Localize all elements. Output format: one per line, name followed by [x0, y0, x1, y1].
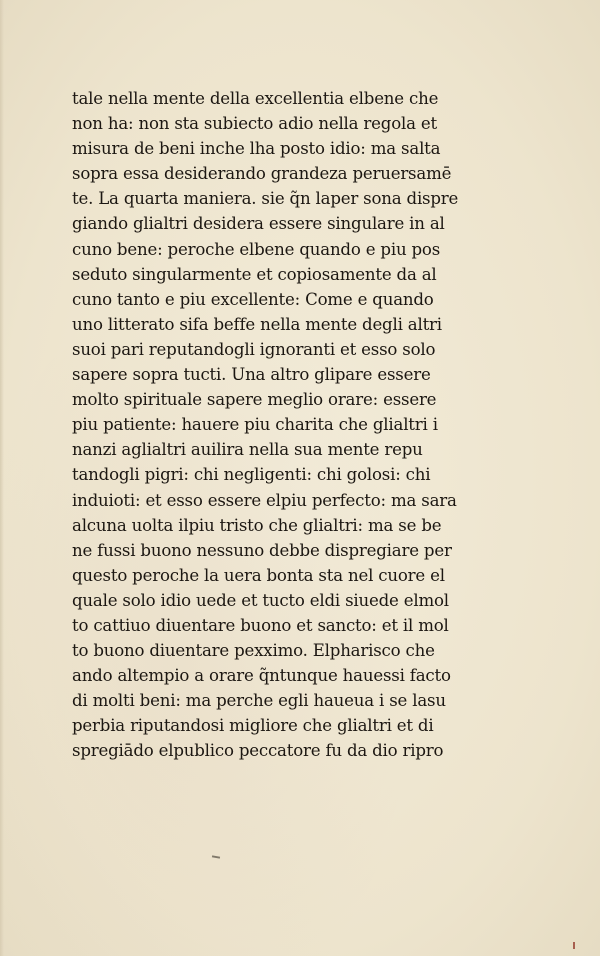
text-line: ando altempio a orare q̃ntunque hauessi facto — [72, 666, 451, 686]
ink-mark — [212, 855, 220, 858]
text-line: sopra essa desiderando grandeza peruersamē — [72, 164, 452, 184]
text-line: piu patiente: hauere piu charita che glialtri i — [72, 415, 438, 435]
text-line: spregiādo elpublico peccatore fu da dio ripro — [72, 741, 444, 761]
text-line: non ha: non sta subiecto adio nella regola et — [72, 114, 437, 134]
text-line: molto spirituale sapere meglio orare: essere — [72, 390, 437, 410]
text-line: te. La quarta maniera. sie q̃n laper sona dispre — [72, 189, 459, 209]
page-gutter-edge — [0, 0, 4, 956]
text-line: tandogli pigri: chi negligenti: chi golosi: chi — [72, 465, 431, 485]
text-line: to cattiuo diuentare buono et sancto: et il mol — [72, 615, 449, 635]
text-line: nanzi aglialtri auilira nella sua mente repu — [72, 440, 423, 460]
text-line: misura de beni inche lha posto idio: ma salta — [72, 139, 441, 159]
text-line: sapere sopra tucti. Una altro glipare essere — [72, 365, 431, 385]
text-line: alcuna uolta ilpiu tristo che glialtri: ma se be — [72, 515, 442, 535]
text-line: induioti: et esso essere elpiu perfecto: ma sara — [72, 490, 457, 510]
text-line: seduto singularmente et copiosamente da al — [72, 264, 437, 284]
text-line: cuno tanto e piu excellente: Come e quando — [72, 289, 434, 309]
text-line: tale nella mente della excellentia elbene che — [72, 89, 439, 108]
text-column — [72, 86, 492, 764]
text-line: perbia riputandosi migliore che glialtri et di — [72, 716, 434, 736]
text-line: uno litterato sifa beffe nella mente degli altri — [72, 314, 442, 334]
text-line: questo peroche la uera bonta sta nel cuore el — [72, 565, 445, 585]
text-line: suoi pari reputandogli ignoranti et esso solo — [72, 339, 436, 359]
text-line: cuno bene: peroche elbene quando e piu pos — [72, 239, 441, 259]
text-line: di molti beni: ma perche egli haueua i se lasu — [72, 691, 446, 711]
text-line: giando glialtri desidera essere singulare in al — [72, 214, 445, 234]
corner-ink-mark — [573, 942, 575, 949]
text-line: quale solo idio uede et tucto eldi siuede elmol — [72, 590, 449, 610]
text-line: to buono diuentare pexximo. Elpharisco che — [72, 641, 435, 661]
text-line: ne fussi buono nessuno debbe dispregiare per — [72, 540, 452, 560]
